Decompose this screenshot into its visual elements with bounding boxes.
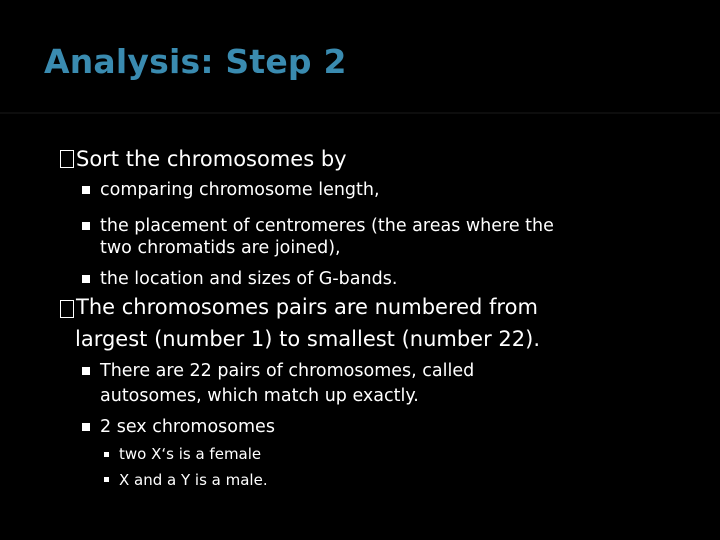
sub-bullet-centromeres-cont: two chromatids are joined), bbox=[100, 238, 341, 258]
missing-glyph-box-icon bbox=[60, 300, 74, 318]
sub-bullet-length: comparing chromosome length, bbox=[100, 180, 380, 200]
square-bullet-icon bbox=[82, 423, 90, 431]
subsub-bullet-male: X and a Y is a male. bbox=[119, 471, 268, 489]
subsub-bullet-female: two X‘s is a female bbox=[119, 445, 262, 463]
square-bullet-icon bbox=[82, 222, 90, 230]
bullet-pairs-numbered-line1: The chromosomes pairs are numbered from bbox=[76, 295, 538, 319]
sub-bullet-centromeres: the placement of centromeres (the areas where the bbox=[100, 216, 554, 236]
sub-bullet-sex-chromosomes: 2 sex chromosomes bbox=[100, 417, 275, 437]
square-bullet-icon bbox=[82, 367, 90, 375]
bullet-sort-chromosomes: Sort the chromosomes by bbox=[76, 147, 347, 171]
sub-bullet-gbands: the location and sizes of G-bands. bbox=[100, 269, 398, 289]
small-square-bullet-icon bbox=[104, 452, 109, 457]
bullet-pairs-numbered-line2: largest (number 1) to smallest (number 22). bbox=[75, 327, 541, 351]
square-bullet-icon bbox=[82, 275, 90, 283]
square-bullet-icon bbox=[82, 186, 90, 194]
slide-title: Analysis: Step 2 bbox=[44, 42, 347, 81]
sub-bullet-22-pairs: There are 22 pairs of chromosomes, called bbox=[100, 361, 475, 381]
sub-bullet-22-pairs-cont: autosomes, which match up exactly. bbox=[100, 386, 419, 406]
small-square-bullet-icon bbox=[104, 477, 109, 482]
missing-glyph-box-icon bbox=[60, 150, 74, 168]
